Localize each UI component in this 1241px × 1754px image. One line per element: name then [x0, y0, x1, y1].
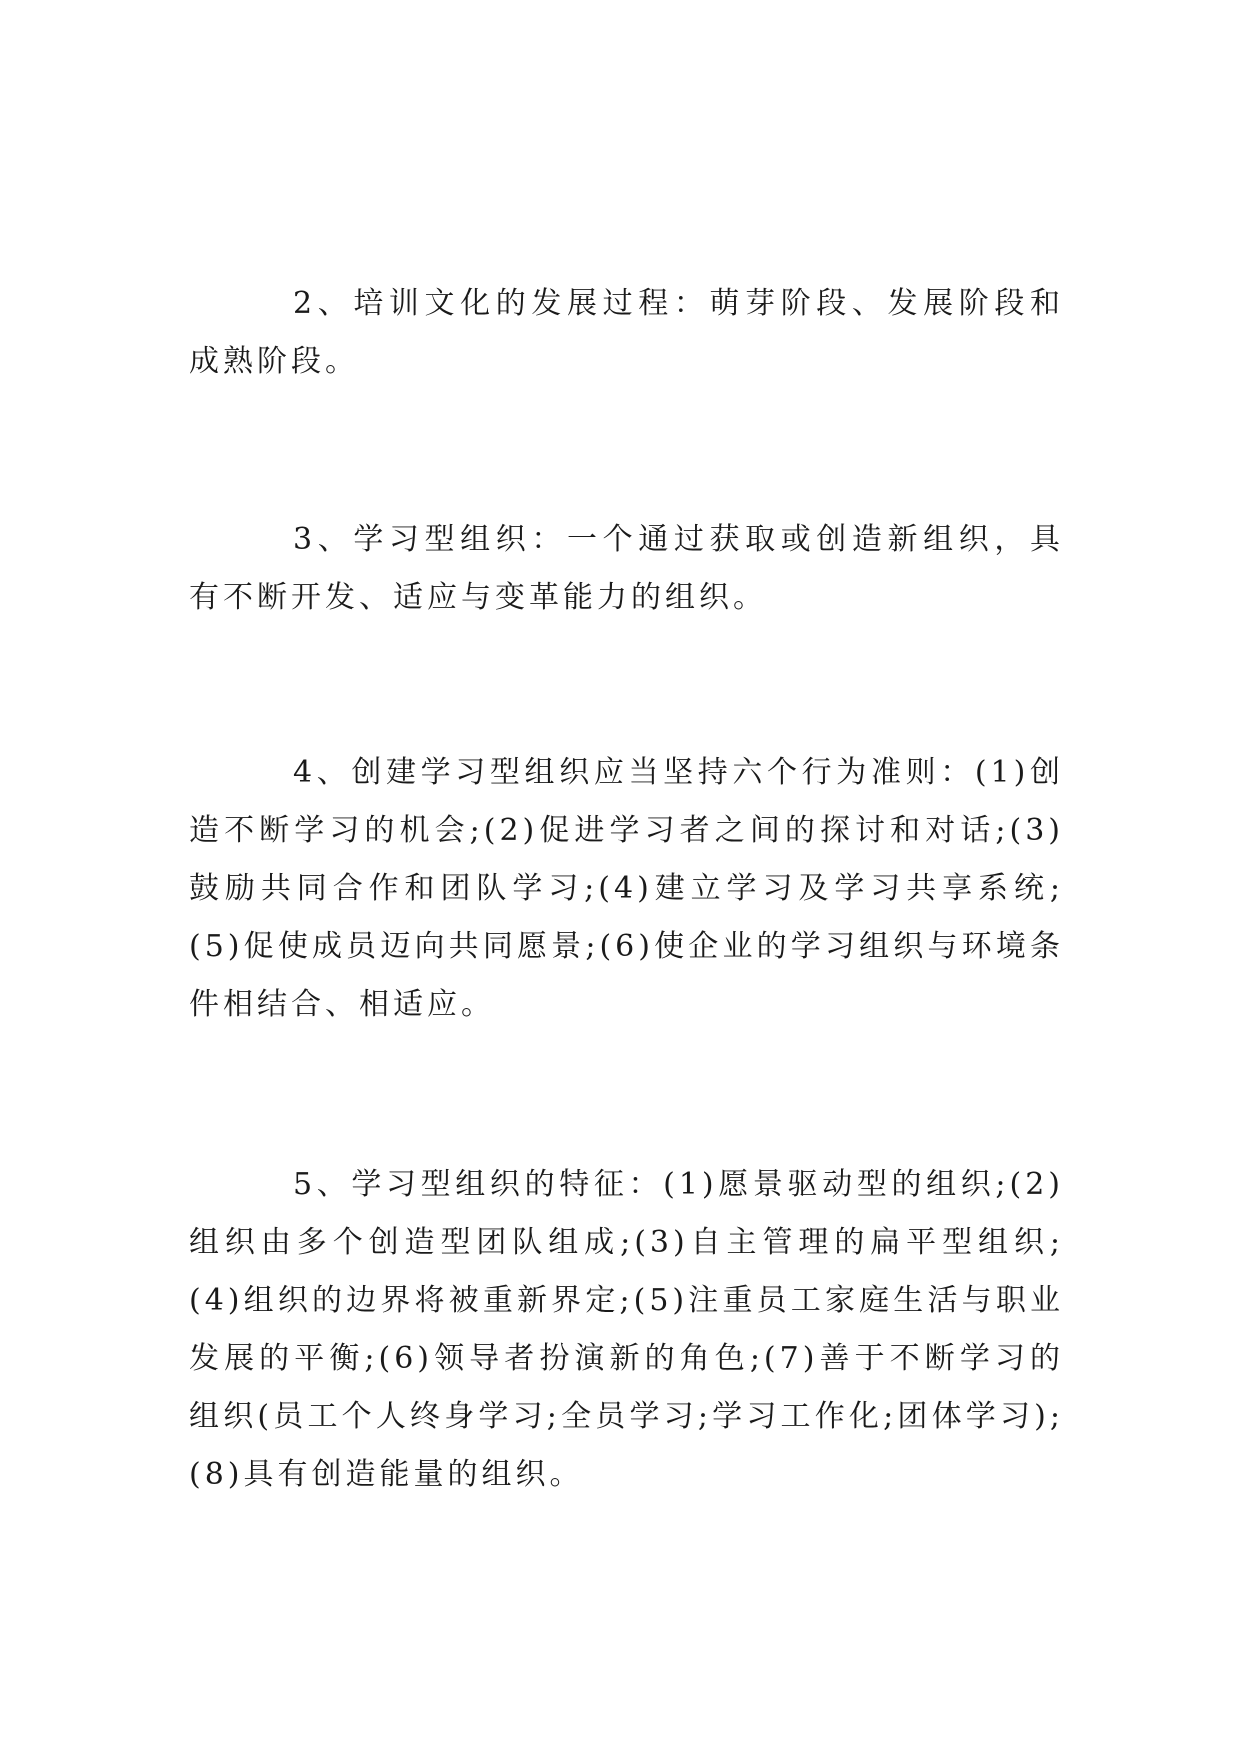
paragraph-learning-organization-definition: 3、学习型组织：一个通过获取或创造新组织，具有不断开发、适应与变革能力的组织。: [189, 522, 1064, 615]
paragraph-six-principles: 4、创建学习型组织应当坚持六个行为准则：(1)创造不断学习的机会;(2)促进学习者之间的探讨和对话;(3)鼓励共同合作和团队学习;(4)建立学习及学习共享系统;(5)促使成员迈向共同愿景;(6)使企业的学习组织与环境条件相结合、相适应。: [189, 755, 1064, 1022]
paragraph-training-culture: 2、培训文化的发展过程：萌芽阶段、发展阶段和成熟阶段。: [189, 286, 1064, 379]
paragraph-characteristics: 5、学习型组织的特征：(1)愿景驱动型的组织;(2)组织由多个创造型团队组成;(3)自主管理的扁平型组织;(4)组织的边界将被重新界定;(5)注重员工家庭生活与职业发展的平衡;(6)领导者扮演新的角色;(7)善于不断学习的组织(员工个人终身学习;全员学习;学习工作化;团体学习);(8)具有创造能量的组织。: [189, 1167, 1064, 1492]
